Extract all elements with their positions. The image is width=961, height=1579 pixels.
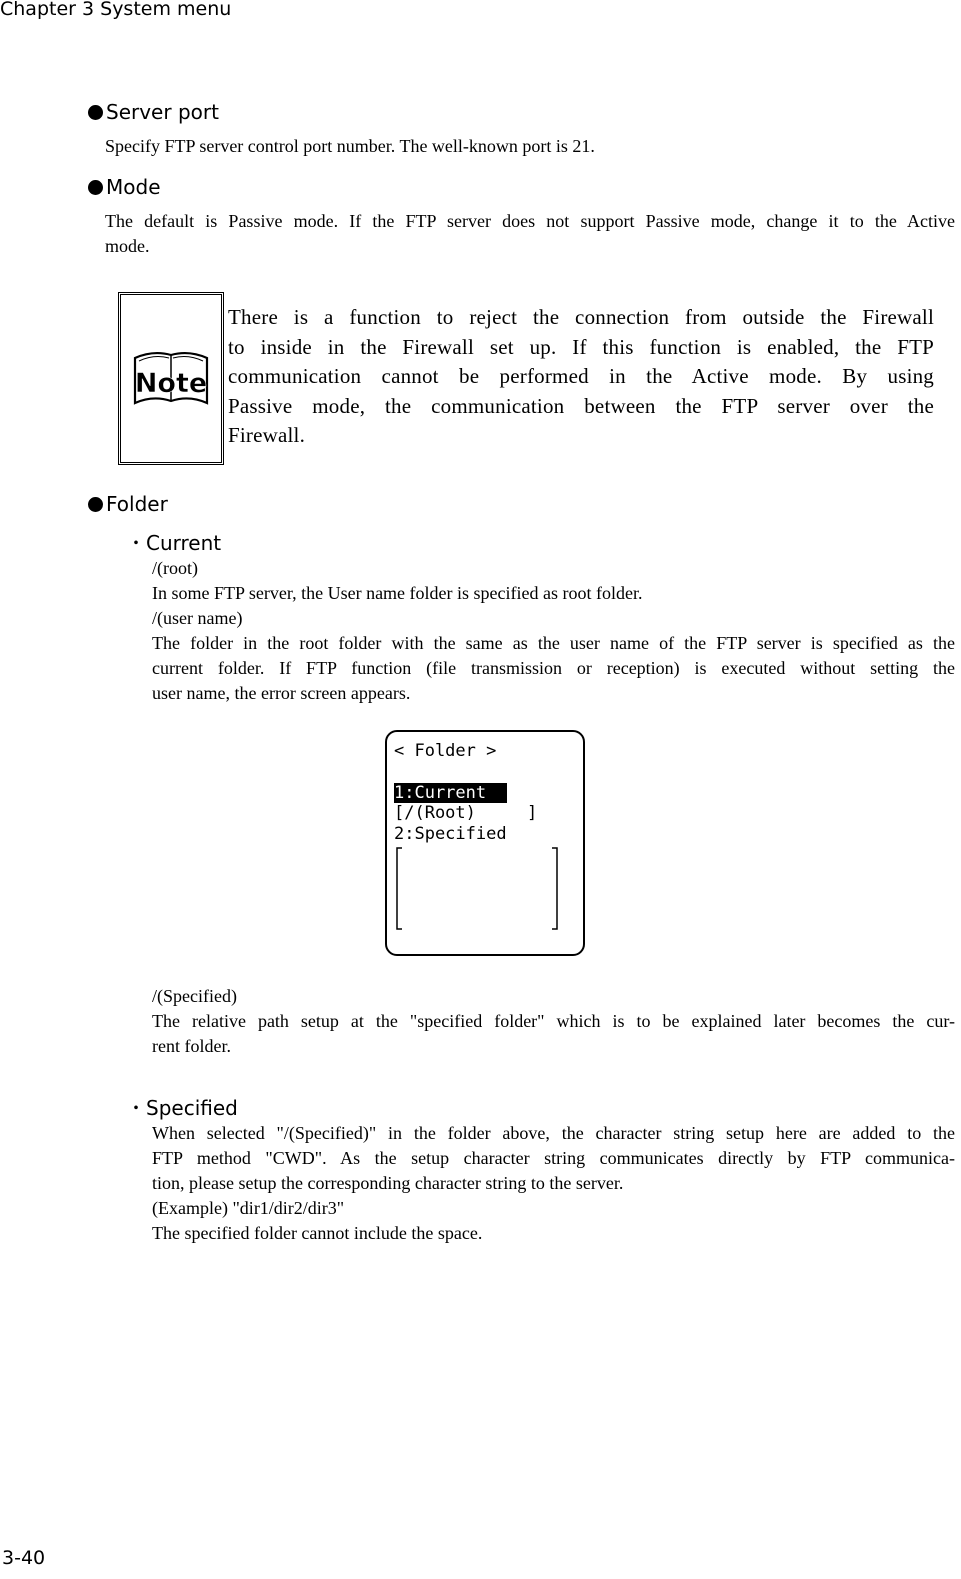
- bullet-icon: [88, 105, 103, 120]
- mode-title: Mode: [106, 175, 161, 199]
- note-icon-box: [118, 292, 224, 465]
- page-number: 3-40: [2, 1547, 46, 1569]
- server-port-title: Server port: [106, 100, 219, 124]
- chapter-header: Chapter 3 System menu: [0, 0, 232, 20]
- specified-description: When selected "/(Specified)" in the folder above, the character string setup here are added to the FTP method "CWD". As the setup character string communicates directly by FTP communica- tion, please setup the corresponding character string to the server. (Example) "dir1/dir2/dir3" The specified folder cannot include the space.: [152, 1123, 955, 1243]
- current-description: /(root) In some FTP server, the User name folder is specified as root folder. /(user name) The folder in the root folder with the same as the user name of the FTP server is specified as the current folder. If FTP function (file transmission or reception) is executed without setting the user name, the error screen appears.: [152, 558, 955, 703]
- folder-title: Folder: [106, 492, 168, 516]
- specified-subheading: ・Specified: [126, 1096, 238, 1120]
- screen-item-current[interactable]: [394, 783, 507, 803]
- mode-heading: [88, 175, 161, 199]
- screen-item-current-label: 1:Current: [394, 783, 507, 803]
- folder-heading: [88, 492, 168, 516]
- bullet-icon: [88, 180, 103, 195]
- screen-title: < Folder >: [394, 741, 497, 761]
- screen-item-specified[interactable]: 2:Specified: [394, 824, 507, 844]
- server-port-heading: [88, 100, 219, 124]
- screen-input-field[interactable]: [396, 847, 558, 930]
- bullet-icon: [88, 497, 103, 512]
- note-text: There is a function to reject the connection from outside the Firewall to inside in the Firewall set up. If this function is enabled, the FTP communication cannot be performed in the Active mode. By using Passive mode, the communication between the FTP server over the Firewall.: [228, 305, 934, 447]
- folder-screen: [385, 730, 585, 956]
- note-book-icon: [121, 295, 221, 462]
- specified-option-description: /(Specified) The relative path setup at the "specified folder" which is to be explained later becomes the cur- rent folder.: [152, 986, 955, 1056]
- current-subheading: ・Current: [126, 531, 222, 555]
- note-label: Note: [134, 368, 208, 399]
- server-port-description: Specify FTP server control port number. The well-known port is 21.: [105, 136, 595, 156]
- mode-description: The default is Passive mode. If the FTP server does not support Passive mode, change it to the Active mode.: [105, 211, 955, 256]
- screen-current-value: [/(Root) ]: [394, 803, 538, 823]
